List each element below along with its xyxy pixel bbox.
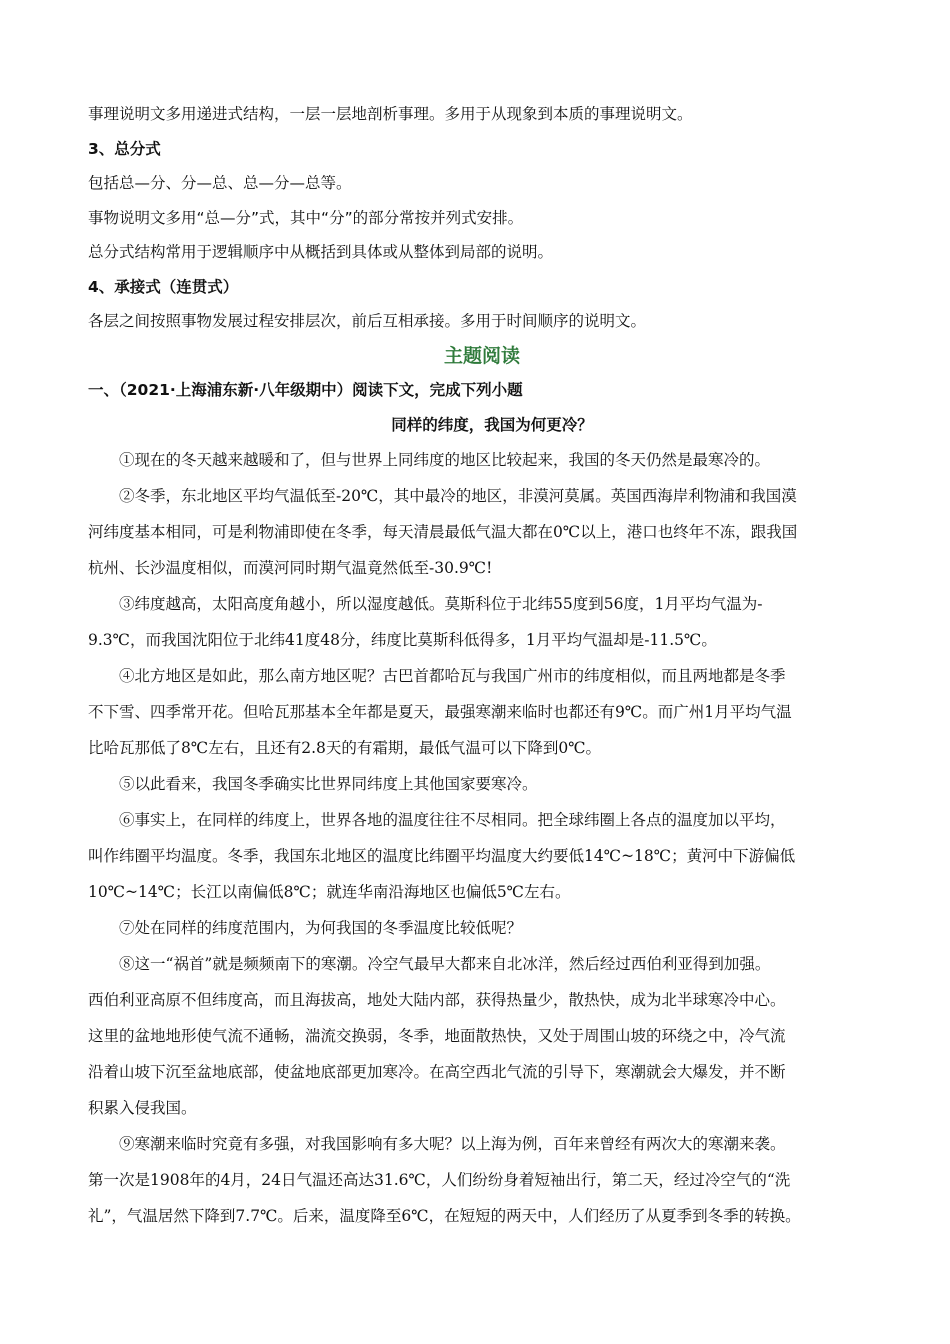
article-line: ⑧这一“祸首”就是频频南下的寒潮。冷空气最早大都来自北冰洋，然后经过西伯利亚得到加强。	[119, 955, 771, 973]
article-line: 10℃~14℃；长江以南偏低8℃；就连华南沿海地区也偏低5℃左右。	[88, 883, 571, 901]
article-line: 不下雪、四季常开花。但哈瓦那基本全年都是夏天，最强寒潮来临时也都还有9℃。而广州1月平均气温	[88, 703, 792, 721]
heading-3: 3、总分式	[88, 139, 161, 158]
section-title: 主题阅读	[443, 344, 520, 367]
article-line: 沿着山坡下沉至盆地底部，使盆地底部更加寒冷。在高空西北气流的引导下，寒潮就会大爆发，并不断	[88, 1063, 786, 1081]
heading-4: 4、承接式（连贯式）	[88, 277, 239, 296]
article-body	[88, 442, 866, 1234]
article-line: ④北方地区是如此，那么南方地区呢？古巴首都哈瓦与我国广州市的纬度相似，而且两地都是冬季	[119, 667, 786, 685]
paragraph: 事物说明文多用“总—分”式，其中“分”的部分常按并列式安排。	[88, 208, 524, 227]
article-line: ③纬度越高，太阳高度角越小，所以湿度越低。莫斯科位于北纬55度到56度，1月平均气温为-	[119, 595, 763, 613]
intro-line: 事理说明文多用递进式结构，一层一层地剖析事理。多用于从现象到本质的事理说明文。	[88, 105, 693, 123]
article-line: ⑨寒潮来临时究竟有多强，对我国影响有多大呢？以上海为例，百年来曾经有两次大的寒潮来袭。	[119, 1135, 786, 1153]
article-line: 杭州、长沙温度相似，而漠河同时期气温竟然低至-30.9℃!	[88, 559, 493, 577]
article-line: ②冬季，东北地区平均气温低至-20℃，其中最冷的地区，非漠河莫属。英国西海岸利物浦和我国漠	[119, 487, 797, 505]
article-line: 礼”，气温居然下降到7.7℃。后来，温度降至6℃，在短短的两天中，人们经历了从夏季到冬季的转换。	[88, 1207, 801, 1225]
article-line: ⑤以此看来，我国冬季确实比世界同纬度上其他国家要寒冷。	[119, 775, 538, 793]
paragraph: 总分式结构常用于逻辑顺序中从概括到具体或从整体到局部的说明。	[88, 243, 554, 261]
article-line: 这里的盆地地形使气流不通畅，湍流交换弱，冬季，地面散热快，又处于周围山坡的环绕之中，冷气流	[88, 1027, 786, 1045]
article-title: 同样的纬度，我国为何更冷？	[391, 415, 593, 434]
paragraph: 包括总—分、分—总、总—分—总等。	[88, 174, 352, 192]
article-line: ①现在的冬天越来越暖和了，但与世界上同纬度的地区比较起来，我国的冬天仍然是最寒冷的。	[119, 451, 771, 469]
article-line: 比哈瓦那低了8℃左右，且还有2.8天的有霜期，最低气温可以下降到0℃。	[88, 739, 602, 757]
article-line: ⑦处在同样的纬度范围内，为何我国的冬季温度比较低呢？	[119, 919, 523, 937]
article-line: ⑥事实上，在同样的纬度上，世界各地的温度往往不尽相同。把全球纬圈上各点的温度加以平均，	[119, 811, 786, 829]
article-line: 叫作纬圈平均温度。冬季，我国东北地区的温度比纬圈平均温度大约要低14℃~18℃；黄河中下游偏低	[88, 847, 796, 865]
article-line: 积累入侵我国。	[88, 1099, 197, 1117]
article-line: 河纬度基本相同，可是利物浦即使在冬季，每天清晨最低气温大都在0℃以上，港口也终年不冻，跟我国	[88, 523, 798, 541]
question-header: 一、（2021·上海浦东新·八年级期中）阅读下文，完成下列小题	[88, 381, 523, 399]
article-line: 第一次是1908年的4月，24日气温还高达31.6℃，人们纷纷身着短袖出行，第二天，经过冷空气的“洗	[88, 1171, 791, 1189]
article-line: 9.3℃，而我国沈阳位于北纬41度48分，纬度比莫斯科低得多，1月平均气温却是-11.5℃。	[88, 631, 717, 649]
paragraph: 各层之间按照事物发展过程安排层次，前后互相承接。多用于时间顺序的说明文。	[88, 312, 647, 330]
article-line: 西伯利亚高原不但纬度高，而且海拔高，地处大陆内部，获得热量少，散热快，成为北半球寒冷中心。	[88, 991, 786, 1009]
